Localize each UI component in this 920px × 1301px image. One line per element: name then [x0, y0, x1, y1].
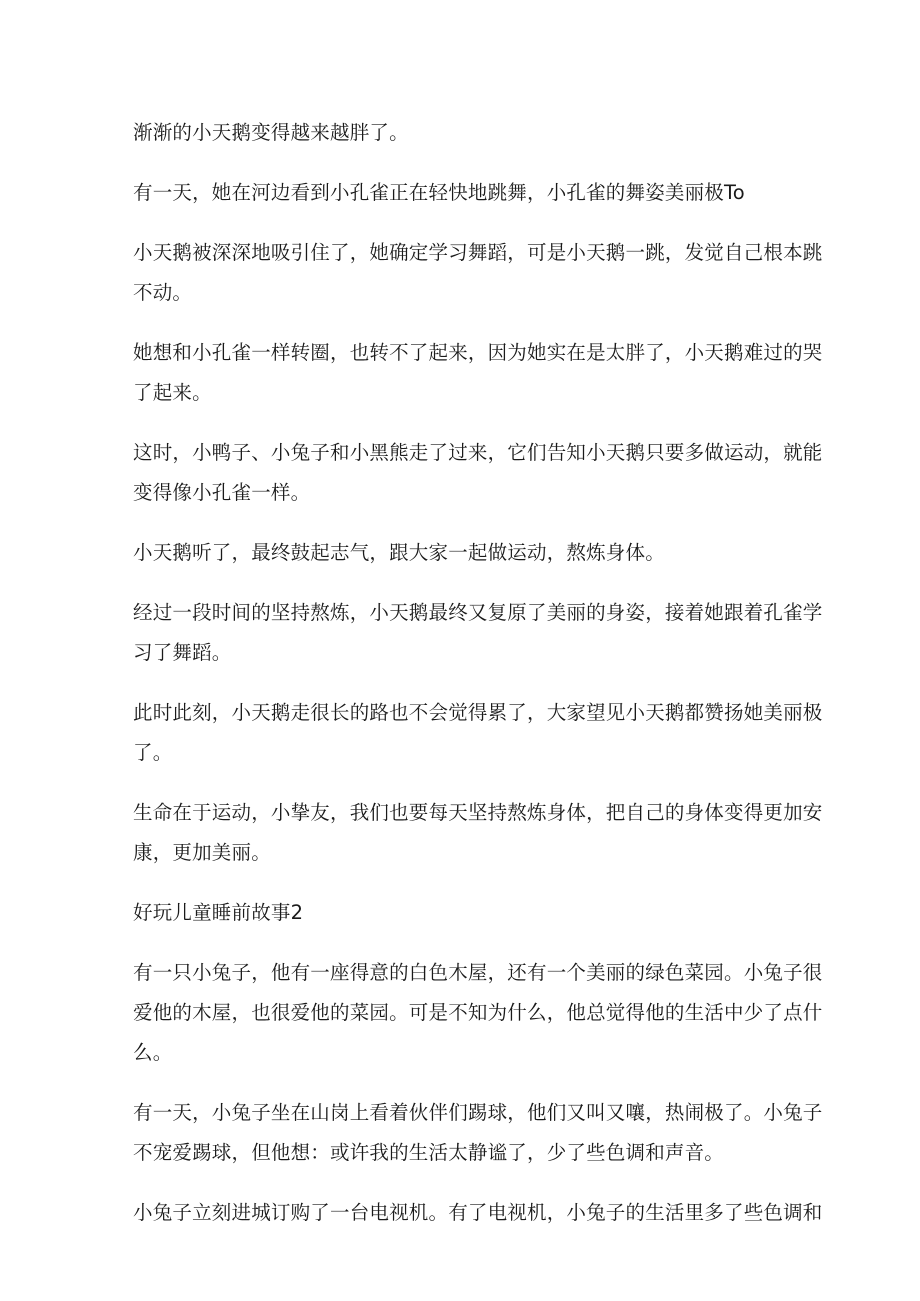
text-line: 有一天，小兔子坐在山岗上看着伙伴们踢球，他们又叫又嚷，热闹极了。小兔子: [133, 1101, 823, 1124]
text-line: 好玩儿童睡前故事2: [133, 901, 304, 924]
text-line: 变得像小孔雀一样。: [133, 481, 311, 504]
text-line: 了。: [133, 741, 173, 764]
text-line: 不动。: [133, 281, 193, 304]
paragraph: [133, 173, 793, 213]
text-line: 不宠爱踢球，但他想：或许我的生活太静谧了，少了些色调和声音。: [133, 1141, 725, 1164]
paragraph: [133, 113, 793, 153]
paragraph: [133, 1093, 823, 1173]
text-line: 小兔子立刻进城订购了一台电视机。有了电视机，小兔子的生活里多了些色调和: [133, 1201, 823, 1224]
paragraph: [133, 333, 823, 413]
text-line: 了起来。: [133, 381, 212, 404]
document-body: [133, 113, 823, 1253]
text-line: 么。: [133, 1041, 173, 1064]
paragraph: [133, 433, 823, 513]
text-line: 康，更加美丽。: [133, 841, 271, 864]
text-line: 习了舞蹈。: [133, 641, 232, 664]
paragraph: [133, 793, 823, 873]
text-line: 生命在于运动，小挚友，我们也要每天坚持熬炼身体，把自己的身体变得更加安: [133, 801, 823, 824]
text-line: 经过一段时间的坚持熬炼，小天鹅最终又复原了美丽的身姿，接着她跟着孔雀学: [133, 601, 823, 624]
section-heading: [133, 893, 793, 933]
paragraph: [133, 953, 823, 1073]
paragraph: [133, 1193, 823, 1233]
text-line: 渐渐的小天鹅变得越来越胖了。: [133, 121, 409, 144]
text-line: 小天鹅被深深地吸引住了，她确定学习舞蹈，可是小天鹅一跳，发觉自己根本跳: [133, 241, 823, 264]
text-line: 此时此刻，小天鹅走很长的路也不会觉得累了，大家望见小天鹅都赞扬她美丽极: [133, 701, 823, 724]
text-line: 有一只小兔子，他有一座得意的白色木屋，还有一个美丽的绿色菜园。小兔子很: [133, 961, 823, 984]
paragraph: [133, 533, 793, 573]
text-line: 她想和小孔雀一样转圈，也转不了起来，因为她实在是太胖了，小天鹅难过的哭: [133, 341, 823, 364]
text-line: 爱他的木屋，也很爱他的菜园。可是不知为什么，他总觉得他的生活中少了点什: [133, 1001, 823, 1024]
paragraph: [133, 233, 823, 313]
text-line: 这时，小鸭子、小兔子和小黑熊走了过来，它们告知小天鹅只要多做运动，就能: [133, 441, 823, 464]
paragraph: [133, 593, 823, 673]
text-line: 小天鹅听了，最终鼓起志气，跟大家一起做运动，熬炼身体。: [133, 541, 665, 564]
text-line: 有一天，她在河边看到小孔雀正在轻快地跳舞，小孔雀的舞姿美丽极To: [133, 181, 745, 204]
paragraph: [133, 693, 823, 773]
